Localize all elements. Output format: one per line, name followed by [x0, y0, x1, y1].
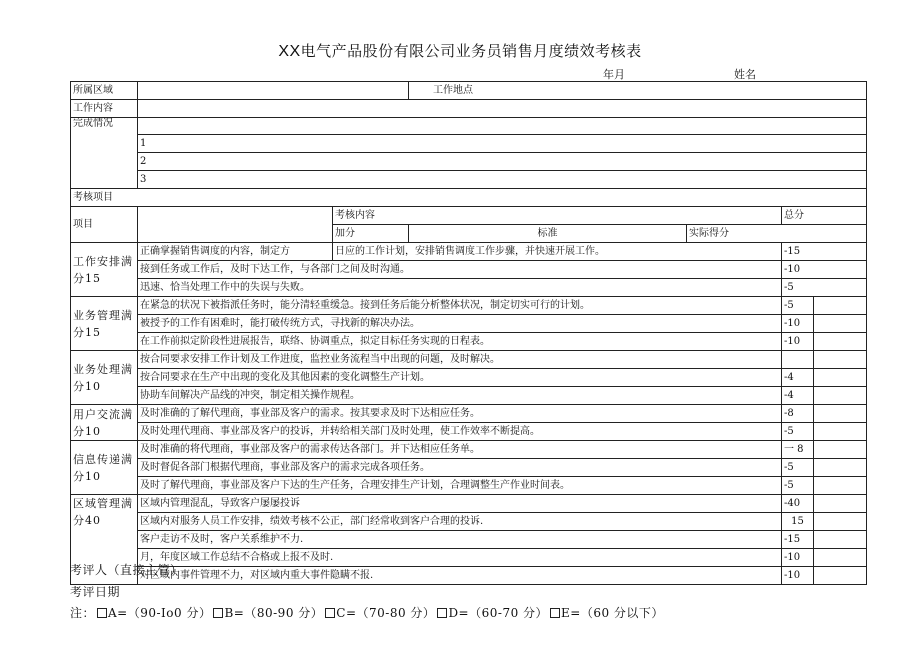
score-cell: 15: [782, 513, 814, 531]
criteria-text: 被授予的工作有困难时，能打破传统方式，寻找新的解决办法。: [138, 315, 782, 333]
assessment-items-label: 考核项目: [71, 189, 867, 207]
table-row: [71, 495, 867, 513]
table-row: [71, 405, 867, 423]
note-label: 注：: [70, 606, 96, 620]
section-name: 信息传递满分10: [71, 441, 138, 495]
review-date-label: 考评日期: [70, 585, 121, 599]
score-cell: -15: [782, 243, 867, 261]
column-bonus: 加分: [333, 225, 409, 243]
score-cell: -10: [782, 549, 814, 567]
column-blank: [138, 207, 333, 243]
criteria-text: 协助车间解决产品线的冲突，制定相关操作规程。: [138, 387, 782, 405]
table-row: [71, 369, 867, 387]
criteria-text: 迅速、恰当处理工作中的失误与失败。: [138, 279, 782, 297]
table-row: [71, 549, 867, 567]
actual-cell[interactable]: [814, 423, 867, 441]
section-name: 用户交流满分10: [71, 405, 138, 441]
actual-cell[interactable]: [814, 459, 867, 477]
name-label: 姓名: [734, 68, 756, 81]
region-label: 所属区域: [71, 82, 138, 100]
criteria-text: 对区域内事件管理不力，对区域内重大事件隐瞒不报.: [138, 567, 782, 585]
grade-c-checkbox[interactable]: [325, 608, 335, 618]
table-row: [71, 261, 867, 279]
actual-cell[interactable]: [814, 441, 867, 459]
actual-cell[interactable]: [814, 531, 867, 549]
section-name: 业务处理满分10: [71, 351, 138, 405]
grade-b-checkbox[interactable]: [213, 608, 223, 618]
score-cell: -4: [782, 369, 814, 387]
criteria-text: 及时准确的了解代理商，事业部及客户的需求。按其要求及时下达相应任务。: [138, 405, 782, 423]
column-total: 总分: [782, 207, 867, 225]
criteria-text: 区域内管理混乱，导致客户屡屡投诉: [138, 495, 782, 513]
score-cell: -5: [782, 459, 814, 477]
grade-b-label: B=（80-90 分）: [224, 606, 324, 620]
actual-cell[interactable]: [814, 369, 867, 387]
table-row: [71, 315, 867, 333]
actual-cell[interactable]: [814, 549, 867, 567]
score-cell: -40: [782, 495, 814, 513]
score-cell: -15: [782, 531, 814, 549]
table-row: [71, 243, 867, 261]
content-value[interactable]: [138, 100, 867, 118]
grade-d-label: D=（60-70 分）: [448, 606, 549, 620]
actual-cell[interactable]: [814, 405, 867, 423]
criteria-text: 及时准确的将代理商，事业部及客户的需求传达各部门。并下达相应任务单。: [138, 441, 782, 459]
grade-e-label: E=（60 分以下）: [561, 606, 664, 620]
completion-item[interactable]: 3: [138, 171, 867, 189]
criteria-text: 及时了解代理商，事业部及客户下达的生产任务，合理安排生产计划，合理调整生产作业时间表。: [138, 477, 782, 495]
grade-a-label: A=（90-Io0 分）: [108, 606, 212, 620]
score-cell: -5: [782, 297, 814, 315]
completion-label: 完成情况: [71, 118, 138, 189]
criteria-text: 正确掌握销售调度的内容，制定方: [138, 243, 333, 261]
title-text: 电气产品股份有限公司业务员销售月度绩效考核表: [300, 42, 642, 60]
criteria-text: 接到任务或工作后，及时下达工作，与各部门之间及时沟通。: [138, 261, 782, 279]
column-standard: 标准: [409, 225, 687, 243]
column-content: 考核内容: [333, 207, 782, 225]
actual-cell[interactable]: [814, 477, 867, 495]
criteria-text: 在紧急的状况下被指派任务时，能分清轻重缓急。接到任务后能分析整体状况，制定切实可行的计划。: [138, 297, 782, 315]
table-row: [71, 567, 867, 585]
actual-cell[interactable]: [814, 567, 867, 585]
score-cell: -10: [782, 261, 867, 279]
score-cell: -10: [782, 333, 814, 351]
assessment-items-row: [71, 189, 867, 207]
score-cell: -4: [782, 387, 814, 405]
criteria-text: 按合同要求在生产中出现的变化及其他因素的变化调整生产计划。: [138, 369, 782, 387]
actual-cell[interactable]: [814, 351, 867, 369]
score-cell: -10: [782, 315, 814, 333]
assessment-table: [70, 81, 867, 585]
table-row: [71, 333, 867, 351]
completion-item[interactable]: [138, 118, 867, 135]
table-row: [71, 477, 867, 495]
grade-c-label: C=（70-80 分）: [336, 606, 436, 620]
criteria-text: 区域内对服务人员工作安排，绩效考核不公正，部门经常收到客户合理的投诉.: [138, 513, 782, 531]
actual-cell[interactable]: [814, 297, 867, 315]
table-row: [71, 513, 867, 531]
score-cell: -5: [782, 423, 814, 441]
grade-note: [70, 604, 664, 621]
table-row: [71, 351, 867, 369]
region-row: [71, 82, 867, 100]
section-name: 业务管理满分15: [71, 297, 138, 351]
score-cell: 一 8: [782, 441, 814, 459]
content-label: 工作内容: [71, 100, 138, 118]
table-row: [71, 297, 867, 315]
grade-d-checkbox[interactable]: [437, 608, 447, 618]
reviewer-label: 考评人（直接主管）: [70, 563, 183, 577]
actual-cell[interactable]: [814, 495, 867, 513]
actual-cell[interactable]: [814, 315, 867, 333]
criteria-text: 及时督促各部门根据代理商，事业部及客户的需求完成各项任务。: [138, 459, 782, 477]
criteria-text: 在工作前拟定阶段性进展报告，联络、协调重点，拟定目标任务实现的日程表。: [138, 333, 782, 351]
section-name: 区域管理满分40: [71, 495, 138, 585]
criteria-text: 日应的工作计划，安排销售调度工作步骤，并快速开展工作。: [333, 243, 782, 261]
column-item: 项目: [71, 207, 138, 243]
table-row: [71, 279, 867, 297]
location-label: 工作地点: [409, 82, 867, 100]
completion-item[interactable]: 1: [138, 135, 867, 153]
score-cell: [782, 351, 814, 369]
criteria-text: 按合同要求安排工作计划及工作进度，监控业务流程当中出现的问题，及时解决。: [138, 351, 782, 369]
completion-item[interactable]: 2: [138, 153, 867, 171]
criteria-text: 月，年度区域工作总结不合格或上报不及时.: [138, 549, 782, 567]
criteria-text: 及时处理代理商、事业部及客户的投诉，并转给相关部门及时处理，使工作效率不断提高。: [138, 423, 782, 441]
year-month-label: 年月: [603, 68, 625, 81]
score-cell: -5: [782, 477, 814, 495]
score-cell: -5: [782, 279, 867, 297]
title-prefix: XX: [278, 43, 301, 60]
actual-cell[interactable]: [814, 333, 867, 351]
score-cell: -10: [782, 567, 814, 585]
actual-cell[interactable]: [814, 513, 867, 531]
column-actual: 实际得分: [687, 225, 867, 243]
completion-row: [71, 118, 867, 135]
table-row: [71, 441, 867, 459]
criteria-text: 客户走访不及时，客户关系维护不力.: [138, 531, 782, 549]
region-value[interactable]: [138, 82, 409, 100]
table-row: [71, 423, 867, 441]
score-cell: -8: [782, 405, 814, 423]
grade-a-checkbox[interactable]: [97, 608, 107, 618]
actual-cell[interactable]: [814, 387, 867, 405]
content-row: [71, 100, 867, 118]
grade-e-checkbox[interactable]: [550, 608, 560, 618]
section-name: 工作安排满分15: [71, 243, 138, 297]
page-title: [0, 40, 920, 61]
table-row: [71, 459, 867, 477]
table-row: [71, 531, 867, 549]
table-row: [71, 387, 867, 405]
